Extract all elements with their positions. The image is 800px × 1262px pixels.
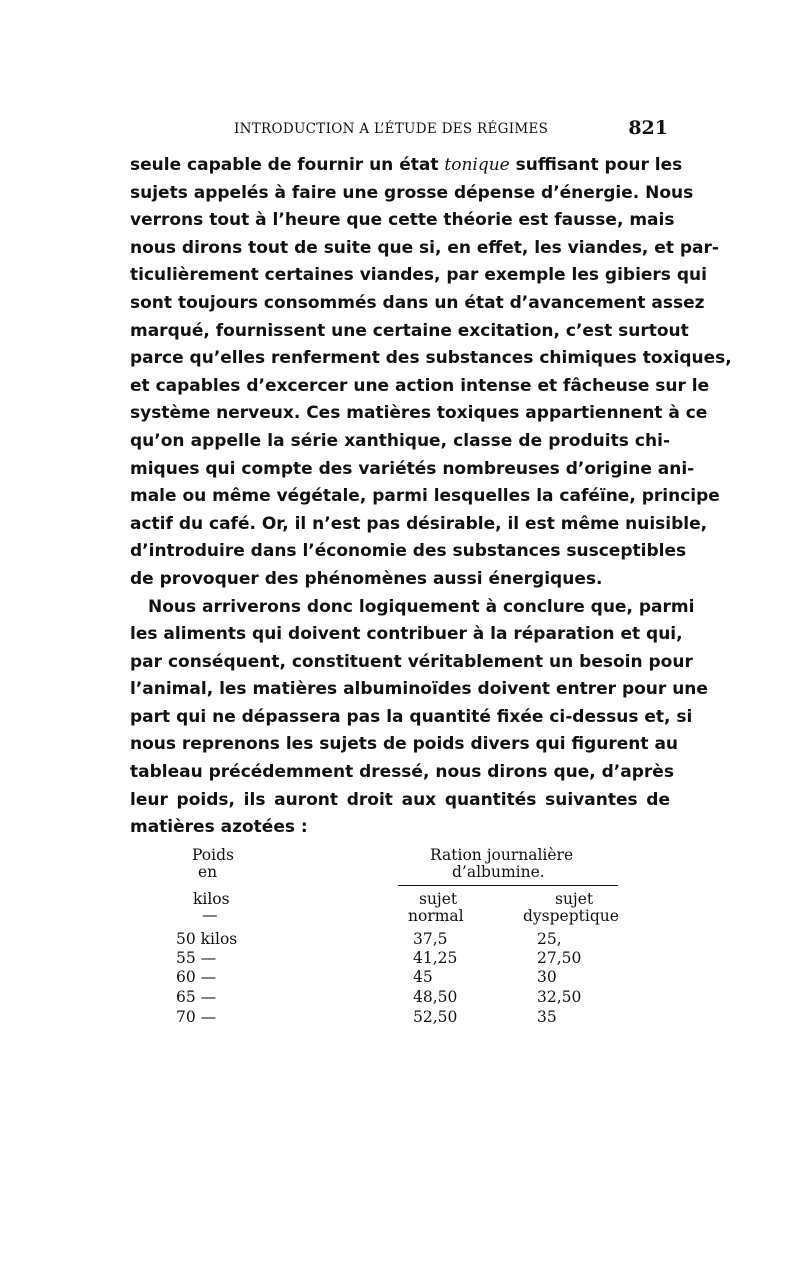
text-line: actif du café. Or, il n’est pas désirable, il est même nuisible,: [130, 513, 708, 534]
row-normal: 41,25: [413, 949, 458, 967]
text-line: système nerveux. Ces matières toxiques appartiennent à ce: [130, 403, 708, 424]
text-line: matières azotées :: [130, 817, 308, 838]
text-line: et capables d’excercer une action intense et fâcheuse sur le: [130, 375, 710, 396]
row-normal: 48,50: [413, 988, 458, 1006]
subheader-normal-2: normal: [408, 907, 464, 925]
running-head: INTRODUCTION A L’ÉTUDE DES RÉGIMES: [234, 121, 549, 137]
text-line: sujets appelés à faire une grosse dépense d’énergie. Nous: [130, 182, 694, 203]
text-line: de provoquer des phénomènes aussi énergiques.: [130, 568, 603, 589]
text-line: ticulièrement certaines viandes, par exemple les gibiers qui: [130, 265, 707, 286]
page-number: 821: [628, 117, 668, 139]
text-line: l’animal, les matières albuminoïdes doivent entrer pour une: [130, 679, 708, 700]
text-line: miques qui compte des variétés nombreuses d’origine ani-: [130, 458, 695, 479]
body-text: [130, 152, 732, 842]
row-dyspeptique: 27,50: [537, 949, 582, 967]
text-line: leur poids, ils auront droit aux quantités suivantes de: [130, 789, 670, 810]
ration-table: [130, 846, 670, 1036]
row-poids: 55 —: [176, 949, 217, 967]
col-header-dash: —: [202, 906, 218, 924]
text-line: part qui ne dépassera pas la quantité fixée ci-dessus et, si: [130, 706, 693, 727]
subheader-dyspeptique-1: sujet: [555, 890, 594, 908]
col-header-poids: Poids: [192, 846, 234, 864]
subheader-dyspeptique-2: dyspeptique: [523, 907, 619, 925]
ration-header-albumine: d’albumine.: [452, 863, 545, 881]
text-line: verrons tout à l’heure que cette théorie est fausse, mais: [130, 210, 675, 231]
text-line: parce qu’elles renferment des substances chimiques toxiques,: [130, 348, 732, 369]
text-line: qu’on appelle la série xanthique, classe de produits chi-: [130, 430, 670, 451]
row-normal: 52,50: [413, 1008, 458, 1026]
col-header-kilos: kilos: [193, 890, 230, 908]
text-line: Nous arriverons donc logiquement à conclure que, parmi: [148, 596, 695, 617]
paragraph-2: [130, 594, 708, 842]
row-dyspeptique: 25,: [537, 930, 562, 948]
emphasis-tonique: tonique: [444, 155, 510, 175]
row-dyspeptique: 32,50: [537, 988, 582, 1006]
text-line: par conséquent, constituent véritablement un besoin pour: [130, 651, 693, 672]
row-normal: 45: [413, 968, 433, 986]
text-line: nous dirons tout de suite que si, en effet, les viandes, et par-: [130, 237, 719, 258]
text-line: nous reprenons les sujets de poids divers qui figurent au: [130, 734, 679, 755]
row-dyspeptique: 30: [537, 968, 557, 986]
text-line: tableau précédemment dressé, nous dirons que, d’après: [130, 762, 674, 783]
text-line: les aliments qui doivent contribuer à la réparation et qui,: [130, 624, 683, 645]
row-normal: 37,5: [413, 930, 448, 948]
text-line: d’introduire dans l’économie des substances susceptibles: [130, 541, 687, 562]
row-poids: 70 —: [176, 1008, 217, 1026]
row-poids: 65 —: [176, 988, 217, 1006]
row-poids: 50 kilos: [176, 930, 238, 948]
text-line: marqué, fournissent une certaine excitation, c’est surtout: [130, 320, 689, 341]
text-line: male ou même végétale, parmi lesquelles la caféïne, principe: [130, 486, 720, 507]
paragraph-1: [130, 152, 732, 594]
col-header-en: en: [198, 863, 218, 881]
row-dyspeptique: 35: [537, 1008, 557, 1026]
page-header: [130, 119, 670, 141]
text-line: seule capable de fournir un état tonique suffisant pour les: [130, 155, 683, 175]
header-rule: [398, 885, 618, 886]
ration-header: Ration journalière: [430, 846, 574, 864]
subheader-normal-1: sujet: [419, 890, 458, 908]
text-line: sont toujours consommés dans un état d’avancement assez: [130, 292, 705, 313]
row-poids: 60 —: [176, 968, 217, 986]
